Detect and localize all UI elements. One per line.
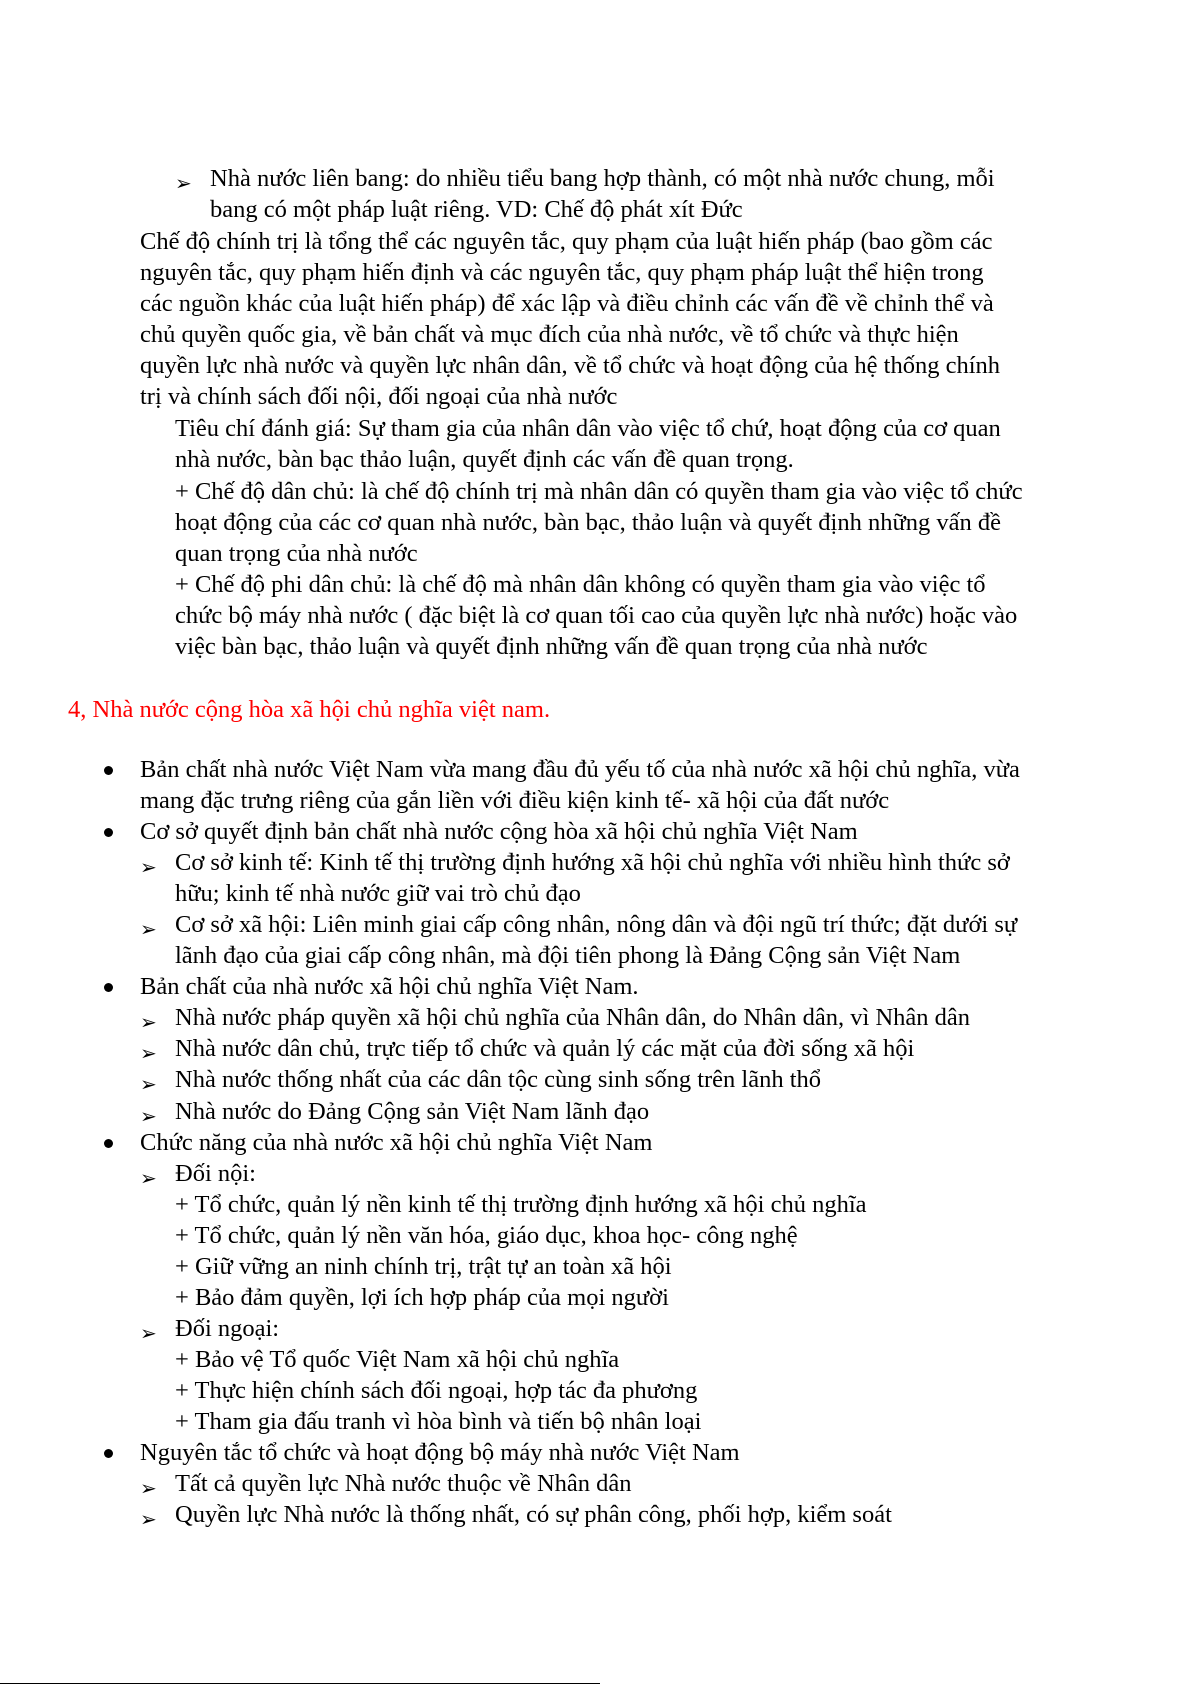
arrow-bullet-icon: ➢ [140, 1476, 157, 1500]
external-function-3: + Tham gia đấu tranh vì hòa bình và tiến bộ nhân loại [175, 1408, 702, 1435]
political-regime-line-3: các nguồn khác của luật hiến pháp) để xác lập và điều chỉnh các vấn đề về chỉnh thể và [140, 290, 994, 317]
non-democratic-regime-line-2: chức bộ máy nhà nước ( đặc biệt là cơ quan tối cao của quyền lực nhà nước) hoặc vào [175, 602, 1018, 629]
political-regime-line-6: trị và chính sách đối nội, đối ngoại của nhà nước [140, 383, 618, 410]
social-basis-line-1: Cơ sở xã hội: Liên minh giai cấp công nhân, nông dân và đội ngũ trí thức; đặt dưới sự [175, 911, 1018, 938]
state-nature-line-1: Bản chất nhà nước Việt Nam vừa mang đầu đủ yếu tố của nhà nước xã hội chủ nghĩa, vừa [140, 756, 1020, 783]
principle-item-1: Tất cả quyền lực Nhà nước thuộc về Nhân dân [175, 1470, 632, 1497]
democratic-regime-line-1: + Chế độ dân chủ: là chế độ chính trị mà nhân dân có quyền tham gia vào việc tổ chức [175, 478, 1023, 505]
bullet-dot-icon [104, 766, 113, 775]
page-bottom-rule [0, 1683, 600, 1684]
arrow-bullet-icon: ➢ [140, 1166, 157, 1190]
essence-item-2: Nhà nước dân chủ, trực tiếp tổ chức và quản lý các mặt của đời sống xã hội [175, 1035, 915, 1062]
bullet-dot-icon [104, 983, 113, 992]
essence-item-4: Nhà nước do Đảng Cộng sản Việt Nam lãnh đạo [175, 1098, 650, 1125]
federal-state-line-1: Nhà nước liên bang: do nhiều tiểu bang hợp thành, có một nhà nước chung, mỗi [210, 165, 995, 192]
bullet-dot-icon [104, 1449, 113, 1458]
non-democratic-regime-line-3: việc bàn bạc, thảo luận và quyết định những vấn đề quan trọng của nhà nước [175, 633, 928, 660]
principle-title: Nguyên tắc tổ chức và hoạt động bộ máy nhà nước Việt Nam [140, 1439, 740, 1466]
function-title: Chức năng của nhà nước xã hội chủ nghĩa Việt Nam [140, 1129, 653, 1156]
essence-item-1: Nhà nước pháp quyền xã hội chủ nghĩa của Nhân dân, do Nhân dân, vì Nhân dân [175, 1004, 971, 1031]
economic-basis-line-2: hữu; kinh tế nhà nước giữ vai trò chủ đạo [175, 880, 581, 907]
political-regime-line-1: Chế độ chính trị là tổng thể các nguyên tắc, quy phạm của luật hiến pháp (bao gồm các [140, 228, 993, 255]
external-function-title: Đối ngoại: [175, 1315, 280, 1342]
essence-title: Bản chất của nhà nước xã hội chủ nghĩa Việt Nam. [140, 973, 639, 1000]
arrow-bullet-icon: ➢ [140, 1072, 157, 1096]
economic-basis-line-1: Cơ sở kinh tế: Kinh tế thị trường định hướng xã hội chủ nghĩa với nhiều hình thức sở [175, 849, 1010, 876]
arrow-bullet-icon: ➢ [140, 1507, 157, 1531]
criteria-line-1: Tiêu chí đánh giá: Sự tham gia của nhân dân vào việc tổ chứ, hoạt động của cơ quan [175, 415, 1001, 442]
basis-title: Cơ sở quyết định bản chất nhà nước cộng hòa xã hội chủ nghĩa Việt Nam [140, 818, 858, 845]
section-4-heading: 4, Nhà nước cộng hòa xã hội chủ nghĩa việt nam. [68, 696, 551, 723]
internal-function-2: + Tổ chức, quản lý nền văn hóa, giáo dục, khoa học- công nghệ [175, 1222, 798, 1249]
arrow-bullet-icon: ➢ [140, 855, 157, 879]
political-regime-line-5: quyền lực nhà nước và quyền lực nhân dân, về tổ chức và hoạt động của hệ thống chính [140, 352, 1001, 379]
arrow-bullet-icon: ➢ [140, 1041, 157, 1065]
arrow-bullet-icon: ➢ [140, 917, 157, 941]
internal-function-3: + Giữ vững an ninh chính trị, trật tự an toàn xã hội [175, 1253, 672, 1280]
internal-function-1: + Tổ chức, quản lý nền kinh tế thị trường định hướng xã hội chủ nghĩa [175, 1191, 867, 1218]
political-regime-line-4: chủ quyền quốc gia, về bản chất và mục đích của nhà nước, về tổ chức và thực hiện [140, 321, 959, 348]
state-nature-line-2: mang đặc trưng riêng của gắn liền với điều kiện kinh tế- xã hội của đất nước [140, 787, 890, 814]
essence-item-3: Nhà nước thống nhất của các dân tộc cùng sinh sống trên lãnh thổ [175, 1066, 822, 1093]
political-regime-line-2: nguyên tắc, quy phạm hiến định và các nguyên tắc, quy phạm pháp luật thể hiện trong [140, 259, 984, 286]
arrow-bullet-icon: ➢ [140, 1010, 157, 1034]
criteria-line-2: nhà nước, bàn bạc thảo luận, quyết định các vấn đề quan trọng. [175, 446, 794, 473]
internal-function-4: + Bảo đảm quyền, lợi ích hợp pháp của mọi người [175, 1284, 669, 1311]
federal-state-line-2: bang có một pháp luật riêng. VD: Chế độ phát xít Đức [210, 196, 743, 223]
principle-item-2: Quyền lực Nhà nước là thống nhất, có sự phân công, phối hợp, kiểm soát [175, 1501, 892, 1528]
arrow-bullet-icon: ➢ [140, 1321, 157, 1345]
bullet-dot-icon [104, 1139, 113, 1148]
arrow-bullet-icon: ➢ [175, 171, 192, 195]
democratic-regime-line-3: quan trọng của nhà nước [175, 540, 418, 567]
arrow-bullet-icon: ➢ [140, 1104, 157, 1128]
non-democratic-regime-line-1: + Chế độ phi dân chủ: là chế độ mà nhân dân không có quyền tham gia vào việc tổ [175, 571, 986, 598]
internal-function-title: Đối nội: [175, 1160, 256, 1187]
external-function-2: + Thực hiện chính sách đối ngoại, hợp tác đa phương [175, 1377, 698, 1404]
bullet-dot-icon [104, 828, 113, 837]
democratic-regime-line-2: hoạt động của các cơ quan nhà nước, bàn bạc, thảo luận và quyết định những vấn đề [175, 509, 1001, 536]
social-basis-line-2: lãnh đạo của giai cấp công nhân, mà đội tiên phong là Đảng Cộng sản Việt Nam [175, 942, 961, 969]
external-function-1: + Bảo vệ Tổ quốc Việt Nam xã hội chủ nghĩa [175, 1346, 620, 1373]
